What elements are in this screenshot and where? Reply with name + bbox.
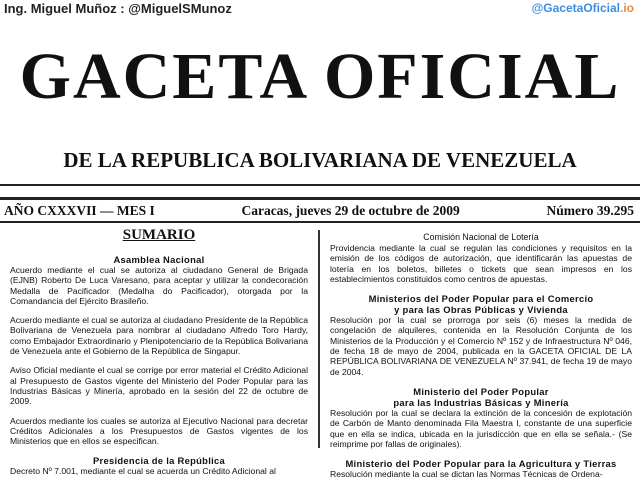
summary-right-column [330, 232, 632, 488]
section-heading: Asamblea Nacional [113, 254, 205, 265]
section-heading: Ministerios del Poder Popular para el Comercio [368, 293, 594, 305]
summary-entry: Acuerdo mediante el cual se autoriza al ciudadano Presidente de la República Bolivariana de Venezuela para nombrar al ciudadano Alfredo Toro Hardy, como Embajador Extraordinario y Plenipotenciario de la República Bolivariana de Venezuela ante el Gobierno de la República de Singapur. [10, 315, 308, 357]
issue-number: Número 39.295 [546, 203, 634, 218]
summary-entry: Decreto Nº 7.001, mediante el cual se acuerda un Crédito Adicional al [10, 466, 276, 477]
section-heading: y para las Obras Públicas y Vivienda [394, 304, 568, 316]
summary-left-column [10, 226, 308, 486]
credit-text: Ing. Miguel Muñoz : @MiguelSMunoz [4, 1, 232, 16]
watermark [532, 1, 634, 16]
summary-entry: Providencia mediante la cual se regulan las condiciones y requisitos en la emisión de los códigos de autorización, que identificarán las apuestas de lotería en los boletos, billetes o tickets que sean impresos en los establecimientos constituidos como centros de apuestas. [330, 243, 632, 284]
section-heading: Comisión Nacional de Lotería [423, 232, 539, 242]
summary-entry: Resolución mediante la cual se dictan las Normas Técnicas de Ordena- [330, 469, 603, 480]
section-heading: para las Industrias Básicas y Minería [393, 396, 569, 408]
summary-entry: Resolución por la cual se declara la extinción de la concesión de explotación de Carbón de Manto denominada Fila Maestra I, constante de una superficie que en ella se indica, ubicada en la jurisdicción que en ella se señala.- (Se reimprime por fallas de originales). [330, 407, 632, 449]
masthead-title: GACETA OFICIAL [19, 40, 621, 113]
watermark-suffix: .io [620, 1, 634, 15]
section-heading: Ministerio del Poder Popular para la Agricultura y Tierras [345, 458, 617, 470]
column-divider [318, 230, 320, 448]
summary-entry: Resolución por la cual se prorroga por seis (6) meses la medida de congelación de alquileres, contenida en la Resolución Conjunta de los Ministerios de la Producción y el Comercio Nº 152 y de Infraestructura Nº 046, de fecha 18 de mayo de 2004, publicada en la GACETA OFICIAL DE LA REPÚBLICA BOLIVARIANA DE VENEZUELA Nº 37.941, de fecha 19 de mayo de 2004. [330, 315, 632, 377]
summary-entry: Acuerdos mediante los cuales se autoriza al Ejecutivo Nacional para decretar Créditos Adicionales a los Presupuestos de Gastos vigentes de los Ministerios que en ellos se especifican. [10, 415, 308, 447]
issue-year: AÑO CXXXVII — MES I [4, 203, 155, 218]
divider [0, 197, 640, 200]
divider [0, 221, 640, 223]
summary-entry: Aviso Oficial mediante el cual se corrige por error material el Crédito Adicional al Presupuesto de Gastos vigente del Ministerio del Poder Popular para las Industrias Básicas y Minería, aprobado en la sesión del 22 de octubre de 2009. [10, 365, 308, 407]
issue-date: Caracas, jueves 29 de octubre de 2009 [241, 203, 460, 218]
summary-entry: Acuerdo mediante el cual se autoriza al ciudadano General de Brigada (EJNB) Roberto De Luca Varesano, para aceptar y utilizar la condecoración Medalla de Pacificador (Medalha do Pacificador), otorgada por la Comandancia del Ejército Brasileño. [10, 265, 308, 306]
section-heading: Presidencia de la República [92, 455, 226, 467]
issue-header [4, 203, 634, 219]
watermark-main: @GacetaOficial [531, 1, 620, 15]
summary-title: SUMARIO [122, 227, 196, 243]
divider [0, 184, 640, 186]
masthead-subtitle: DE LA REPUBLICA BOLIVARIANA DE VENEZUELA [63, 148, 577, 172]
section-heading: Ministerio del Poder Popular [413, 385, 549, 397]
